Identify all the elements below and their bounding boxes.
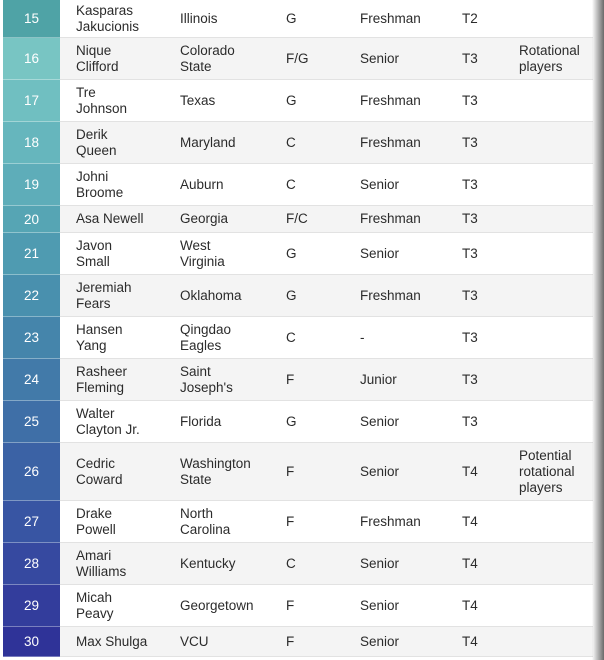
school-name: [180, 238, 280, 270]
player-name-line: Queen: [76, 142, 117, 158]
player-name-line: Nique: [76, 42, 112, 58]
school-name-line: Oklahoma: [180, 287, 242, 303]
table-row: [3, 443, 593, 501]
school-name-line: State: [180, 471, 212, 487]
player-name-line: Drake: [76, 505, 113, 521]
player-name-line: Johni: [76, 168, 109, 184]
position-cell: G: [286, 287, 297, 303]
player-name-line: Amari: [76, 547, 112, 563]
school-name: [180, 506, 280, 538]
player-name-line: Max Shulga: [76, 633, 148, 649]
rank-cell: 21: [3, 233, 60, 275]
player-name-line: Johnson: [76, 100, 128, 116]
school-name-line: State: [180, 58, 212, 74]
player-name-line: Javon: [76, 237, 113, 253]
school-name: [180, 598, 280, 614]
rank-cell: 30: [3, 627, 60, 657]
position-cell: F: [286, 463, 295, 479]
rank-cell: 25: [3, 401, 60, 443]
school-name-line: Saint: [180, 363, 211, 379]
rank-cell: 26: [3, 443, 60, 501]
player-name: [76, 169, 171, 201]
class-year-cell: Senior: [360, 633, 400, 649]
school-name-line: Kentucky: [180, 555, 236, 571]
class-year-cell: Freshman: [360, 134, 421, 150]
player-name: [76, 127, 171, 159]
table-row: [3, 233, 593, 275]
player-name-line: Clifford: [76, 58, 119, 74]
rank-cell: 15: [3, 0, 60, 38]
player-name-line: Kasparas: [76, 2, 134, 18]
school-name-line: Colorado: [180, 42, 235, 58]
school-name: [180, 43, 280, 75]
tier-cell: T4: [462, 555, 478, 571]
position-cell: F/C: [286, 211, 308, 226]
player-name: [76, 211, 171, 227]
position-cell: G: [286, 245, 297, 261]
table-row: [3, 206, 593, 233]
player-name-line: Tre: [76, 84, 96, 100]
player-name-line: Williams: [76, 563, 127, 579]
player-name: [76, 85, 171, 117]
player-name: [76, 238, 171, 270]
tier-cell: T4: [462, 463, 478, 479]
class-year-cell: Senior: [360, 176, 400, 192]
school-name-line: Virginia: [180, 253, 225, 269]
school-name: [180, 211, 280, 227]
school-name: [180, 364, 280, 396]
tier-cell: T3: [462, 245, 478, 261]
tier-cell: T3: [462, 92, 478, 108]
player-name-line: Rasheer: [76, 363, 128, 379]
class-year-cell: Freshman: [360, 92, 421, 108]
class-year-cell: Junior: [360, 371, 397, 387]
school-name: [180, 11, 280, 27]
tier-cell: T4: [462, 597, 478, 613]
rank-cell: 17: [3, 80, 60, 122]
player-name-line: Yang: [76, 337, 107, 353]
position-cell: C: [286, 555, 296, 571]
player-name-line: Clayton Jr.: [76, 421, 140, 437]
tier-note-line: rotational: [519, 463, 575, 479]
player-name: [76, 634, 171, 650]
rankings-table: [3, 0, 593, 657]
tier-cell: T3: [462, 371, 478, 387]
player-name: [76, 280, 171, 312]
school-name-line: VCU: [180, 633, 209, 649]
class-year-cell: Senior: [360, 245, 400, 261]
school-name: [180, 288, 280, 304]
tier-cell: T4: [462, 513, 478, 529]
position-cell: F: [286, 597, 295, 613]
rank-cell: 24: [3, 359, 60, 401]
player-name: [76, 456, 171, 488]
school-name-line: Illinois: [180, 10, 218, 26]
player-name: [76, 364, 171, 396]
table-row: [3, 122, 593, 164]
player-name: [76, 548, 171, 580]
school-name-line: Qingdao: [180, 321, 232, 337]
school-name: [180, 414, 280, 430]
player-name-line: Micah: [76, 589, 113, 605]
school-name-line: Joseph's: [180, 379, 233, 395]
position-cell: F: [286, 371, 295, 387]
class-year-cell: Freshman: [360, 10, 421, 26]
table-row: [3, 359, 593, 401]
class-year-cell: Senior: [360, 413, 400, 429]
player-name-line: Jeremiah: [76, 279, 132, 295]
class-year-cell: Freshman: [360, 287, 421, 303]
school-name-line: Georgetown: [180, 597, 254, 613]
position-cell: F: [286, 513, 295, 529]
school-name-line: North: [180, 505, 214, 521]
player-name-line: Peavy: [76, 605, 114, 621]
table-row: [3, 501, 593, 543]
table-row: [3, 585, 593, 627]
tier-note-line: players: [519, 58, 563, 74]
player-name: [76, 322, 171, 354]
school-name: [180, 322, 280, 354]
tier-cell: T3: [462, 50, 478, 66]
school-name: [180, 93, 280, 109]
rank-cell: 27: [3, 501, 60, 543]
rank-cell: 23: [3, 317, 60, 359]
player-name-line: Fleming: [76, 379, 125, 395]
position-cell: G: [286, 10, 297, 26]
school-name: [180, 456, 280, 488]
school-name: [180, 177, 280, 193]
position-cell: C: [286, 176, 296, 192]
player-name: [76, 406, 171, 438]
school-name-line: Texas: [180, 92, 216, 108]
rank-cell: 19: [3, 164, 60, 206]
player-name-line: Small: [76, 253, 110, 269]
player-name-line: Fears: [76, 295, 111, 311]
tier-cell: T3: [462, 134, 478, 150]
rank-cell: 20: [3, 206, 60, 233]
position-cell: F: [286, 633, 295, 649]
table-row: [3, 317, 593, 359]
player-name-line: Walter: [76, 405, 115, 421]
rank-cell: 29: [3, 585, 60, 627]
class-year-cell: Senior: [360, 463, 400, 479]
position-cell: C: [286, 329, 296, 345]
table-row: [3, 38, 593, 80]
tier-cell: T4: [462, 633, 478, 649]
tier-cell: T3: [462, 211, 478, 226]
player-name-line: Hansen: [76, 321, 123, 337]
page-edge-shadow: [592, 0, 604, 660]
table-row: [3, 401, 593, 443]
tier-cell: T2: [462, 10, 478, 26]
table-row: [3, 627, 593, 657]
rank-cell: 16: [3, 38, 60, 80]
player-name-line: Cedric: [76, 455, 116, 471]
player-name: [76, 3, 171, 35]
school-name-line: Maryland: [180, 134, 236, 150]
tier-note-line: Rotational: [519, 42, 580, 58]
player-name: [76, 43, 171, 75]
position-cell: G: [286, 413, 297, 429]
position-cell: F/G: [286, 50, 309, 66]
player-name-line: Derik: [76, 126, 108, 142]
player-name-line: Coward: [76, 471, 123, 487]
table-row: [3, 275, 593, 317]
player-name: [76, 590, 171, 622]
tier-cell: T3: [462, 287, 478, 303]
rank-cell: 18: [3, 122, 60, 164]
rank-cell: 22: [3, 275, 60, 317]
player-name-line: Broome: [76, 184, 124, 200]
tier-note: [519, 448, 595, 496]
table-row: [3, 164, 593, 206]
player-name-line: Powell: [76, 521, 116, 537]
class-year-cell: Senior: [360, 555, 400, 571]
tier-cell: T3: [462, 329, 478, 345]
class-year-cell: Freshman: [360, 211, 421, 226]
school-name-line: West: [180, 237, 211, 253]
tier-cell: T3: [462, 176, 478, 192]
school-name-line: Auburn: [180, 176, 224, 192]
position-cell: C: [286, 134, 296, 150]
school-name: [180, 634, 280, 650]
table-row: [3, 543, 593, 585]
tier-note-line: players: [519, 479, 563, 495]
class-year-cell: Senior: [360, 597, 400, 613]
table-row: [3, 80, 593, 122]
tier-note: [519, 43, 595, 75]
school-name: [180, 135, 280, 151]
player-name-line: Asa Newell: [76, 211, 144, 226]
class-year-cell: Senior: [360, 50, 400, 66]
school-name-line: Eagles: [180, 337, 222, 353]
tier-note-line: Potential: [519, 447, 572, 463]
school-name-line: Washington: [180, 455, 251, 471]
school-name-line: Carolina: [180, 521, 231, 537]
position-cell: G: [286, 92, 297, 108]
tier-cell: T3: [462, 413, 478, 429]
rank-cell: 28: [3, 543, 60, 585]
school-name: [180, 556, 280, 572]
school-name-line: Georgia: [180, 211, 229, 226]
table-row: [3, 0, 593, 38]
player-name: [76, 506, 171, 538]
school-name-line: Florida: [180, 413, 222, 429]
class-year-cell: Freshman: [360, 513, 421, 529]
class-year-cell: -: [360, 329, 365, 345]
player-name-line: Jakucionis: [76, 18, 140, 34]
